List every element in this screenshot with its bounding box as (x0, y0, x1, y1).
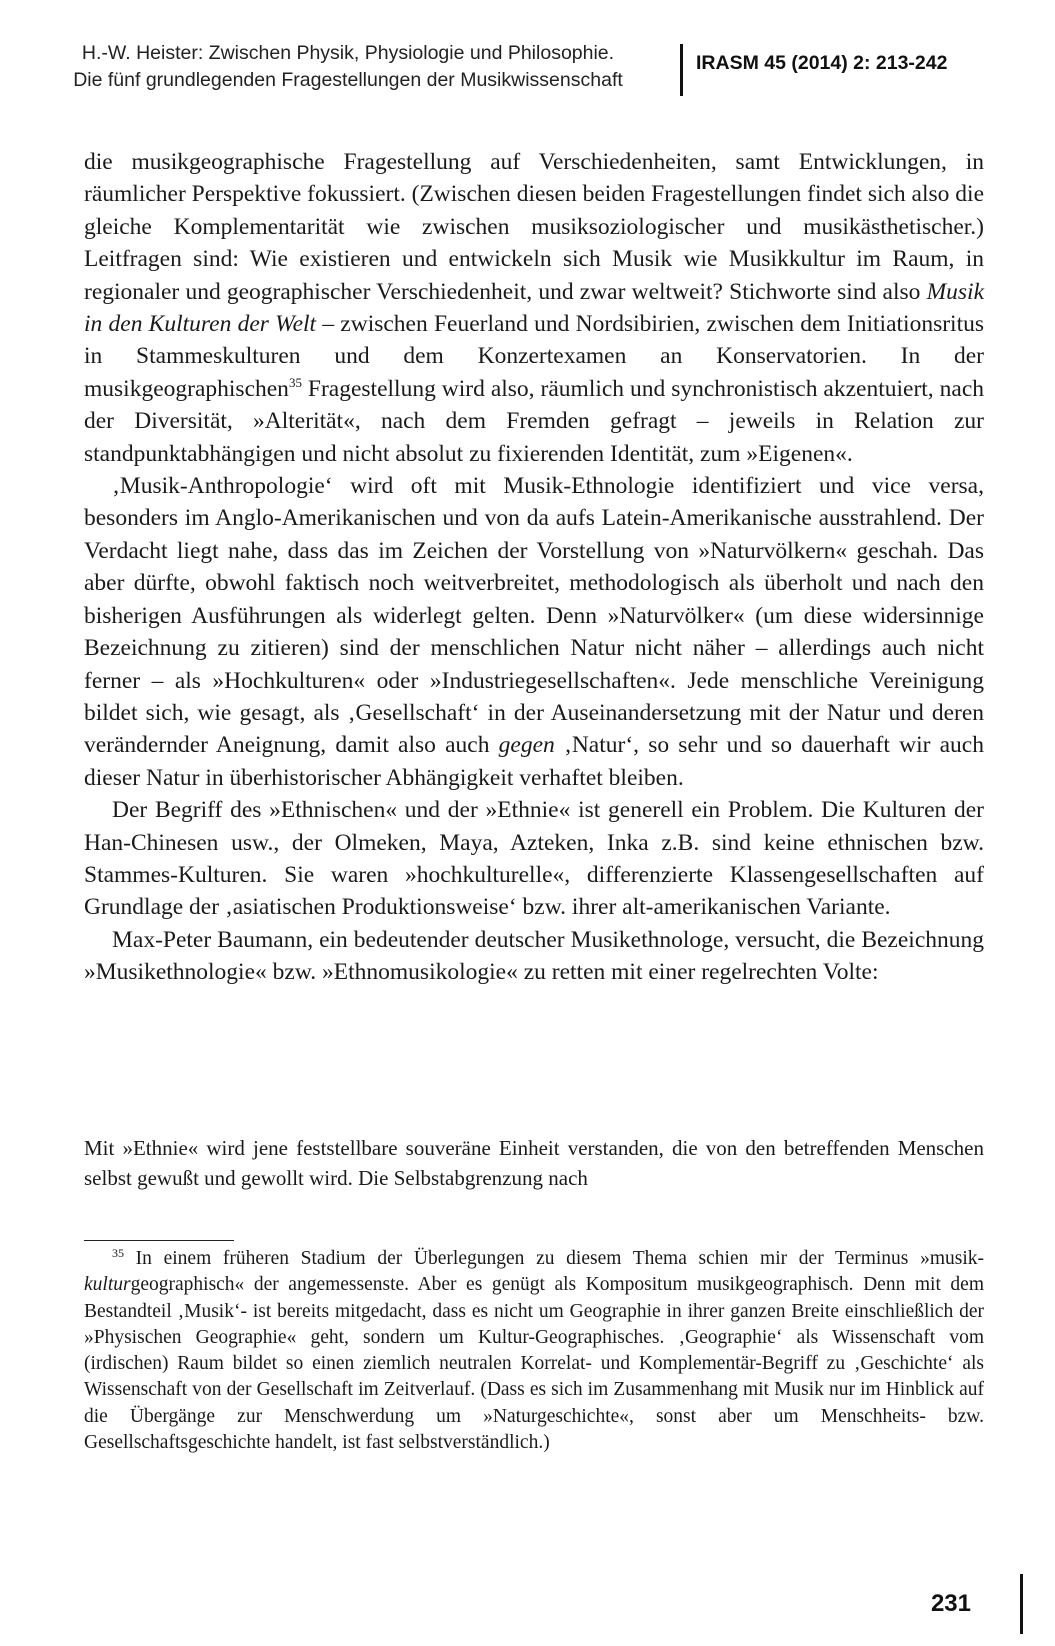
page-number: 231 (930, 1590, 971, 1617)
header-title-line-2: Die fünf grundlegenden Fragestellungen der Musikwissenschaft (73, 69, 623, 91)
paragraph-2-text-b: ‚Natur‘, so sehr und so dauerhaft wir auch dieser Natur in überhistorischer Abhängigkeit verhaftet bleiben. (84, 732, 984, 791)
block-quote: Mit »Ethnie« wird jene feststellbare souveräne Einheit verstanden, die von den betreffenden Menschen selbst gewußt und gewollt wird. Die Selbstabgrenzung nach (84, 1136, 984, 1190)
paragraph-1-text-b: – zwischen Feuerland und Nordsibirien, zwischen dem Initiationsritus in Stammeskulturen und dem Konzertexamen an Konservatorien. In der musikgeographischen (84, 311, 984, 402)
paragraph-3: Der Begriff des »Ethnischen« und der »Ethnie« ist generell ein Problem. Die Kulturen der Han-Chinesen usw., der Olmeken, Maya, Azteken, Inka z.B. sind keine ethnischen bzw. Stammes-Kulturen. Sie waren »hochkulturelle«, differenzierte Klassengesellschaften auf Grundlage der ‚asiatischen Produktionsweise‘ bzw. ihrer alt-amerikanischen Variante. (84, 797, 984, 921)
paragraph-2 (84, 470, 984, 794)
footnote-text-a: In einem früheren Stadium der Überlegungen zu diesem Thema schien mir der Terminus »musik- (124, 1248, 984, 1269)
header-title-line-1: H.-W. Heister: Zwischen Physik, Physiologie und Philosophie. (81, 42, 615, 64)
paragraph-1-text-a: die musikgeographische Fragestellung auf Verschiedenheiten, samt Entwicklungen, in räumlicher Perspektive fokussiert. (Zwischen diesen beiden Fragestellungen findet sich also die gleiche Komplementarität wie zwischen musiksoziologischer und musikästhetischer.) Leitfragen sind: Wie existieren und entwickeln sich Musik wie Musikkultur im Raum, in regionaler und geographischer Verschiedenheit, und zwar weltweit? Stichworte sind also (84, 149, 984, 305)
paragraph-1 (84, 146, 984, 470)
paragraph-2-italic: gegen (498, 732, 555, 759)
journal-reference: IRASM 45 (2014) 2: 213-242 (696, 52, 948, 74)
footnote-number: 35 (112, 1246, 124, 1260)
paragraph-1-text-c: Fragestellung wird also, räumlich und synchronistisch akzentuiert, nach der Diversität, »Alterität«, nach dem Fremden gefragt – jeweils in Relation zur standpunktabhängigen und nicht absolut zu fixierenden Identität, zum »Eigenen«. (84, 375, 984, 467)
footnote-text-b: geographisch« der angemessenste. Aber es genügt als Kompositum musikgeographisch. Denn mit dem Bestandteil ‚Musik‘- ist bereits mitgedacht, dass es nicht um Geographie in ihrer ganzen Breite einschließlich der »Physischen Geographie« geht, sondern um Kultur-Geographisches. ‚Geographie‘ als Wissenschaft vom (irdischen) Raum bildet so einen ziemlich neutralen Korrelat- und Komplementär-Begriff zu ‚Geschichte‘ als Wissenschaft von der Gesellschaft im Zeitverlauf. (Dass es sich im Zusammenhang mit Musik nur im Hinblick auf die Übergänge zur Menschwerdung um »Naturgeschichte«, sonst aber um Menschheits- bzw. Gesellschaftsgeschichte handelt, ist fast selbstverständlich.) (84, 1274, 984, 1454)
running-header-title (28, 40, 668, 94)
footnote-reference-35[interactable]: 35 (288, 374, 302, 390)
paragraph-4: Max-Peter Baumann, ein bedeutender deutscher Musikethnologe, versucht, die Bezeichnung »Musikethnologie« bzw. »Ethnomusikologie« zu retten mit einer regelrechten Volte: (84, 926, 984, 986)
paragraph-2-text-a: ‚Musik-Anthropologie‘ wird oft mit Musik-Ethnologie identifiziert und vice versa, besonders im Anglo-Amerikanischen und von da aufs Latein-Amerikanische ausstrahlend. Der Verdacht liegt nahe, dass das im Zeichen der Vorstellung von »Naturvölkern« geschah. Das aber dürfte, obwohl faktisch noch weitverbreitet, methodologisch als überholt und nach den bisherigen Ausführungen als widerlegt gelten. Denn »Naturvölker« (um diese widersinnige Bezeichnung zu zitieren) sind der menschlichen Natur nicht näher – allerdings auch nicht ferner – als »Hochkulturen« oder »Industriegesellschaften«. Jede menschliche Vereinigung bildet sich, wie gesagt, als ‚Gesellschaft‘ in der Auseinandersetzung mit der Natur und deren verändernder Aneignung, damit also auch (84, 473, 984, 759)
footnote-separator (84, 1240, 234, 1241)
paragraph-1-italic: Musik in den Kulturen der Welt (84, 278, 984, 338)
footnote-italic: kultur (84, 1274, 131, 1296)
header-divider (680, 44, 683, 96)
main-text (84, 146, 984, 989)
page-edge-marker (1020, 1574, 1023, 1634)
footnote-35 (84, 1246, 984, 1456)
